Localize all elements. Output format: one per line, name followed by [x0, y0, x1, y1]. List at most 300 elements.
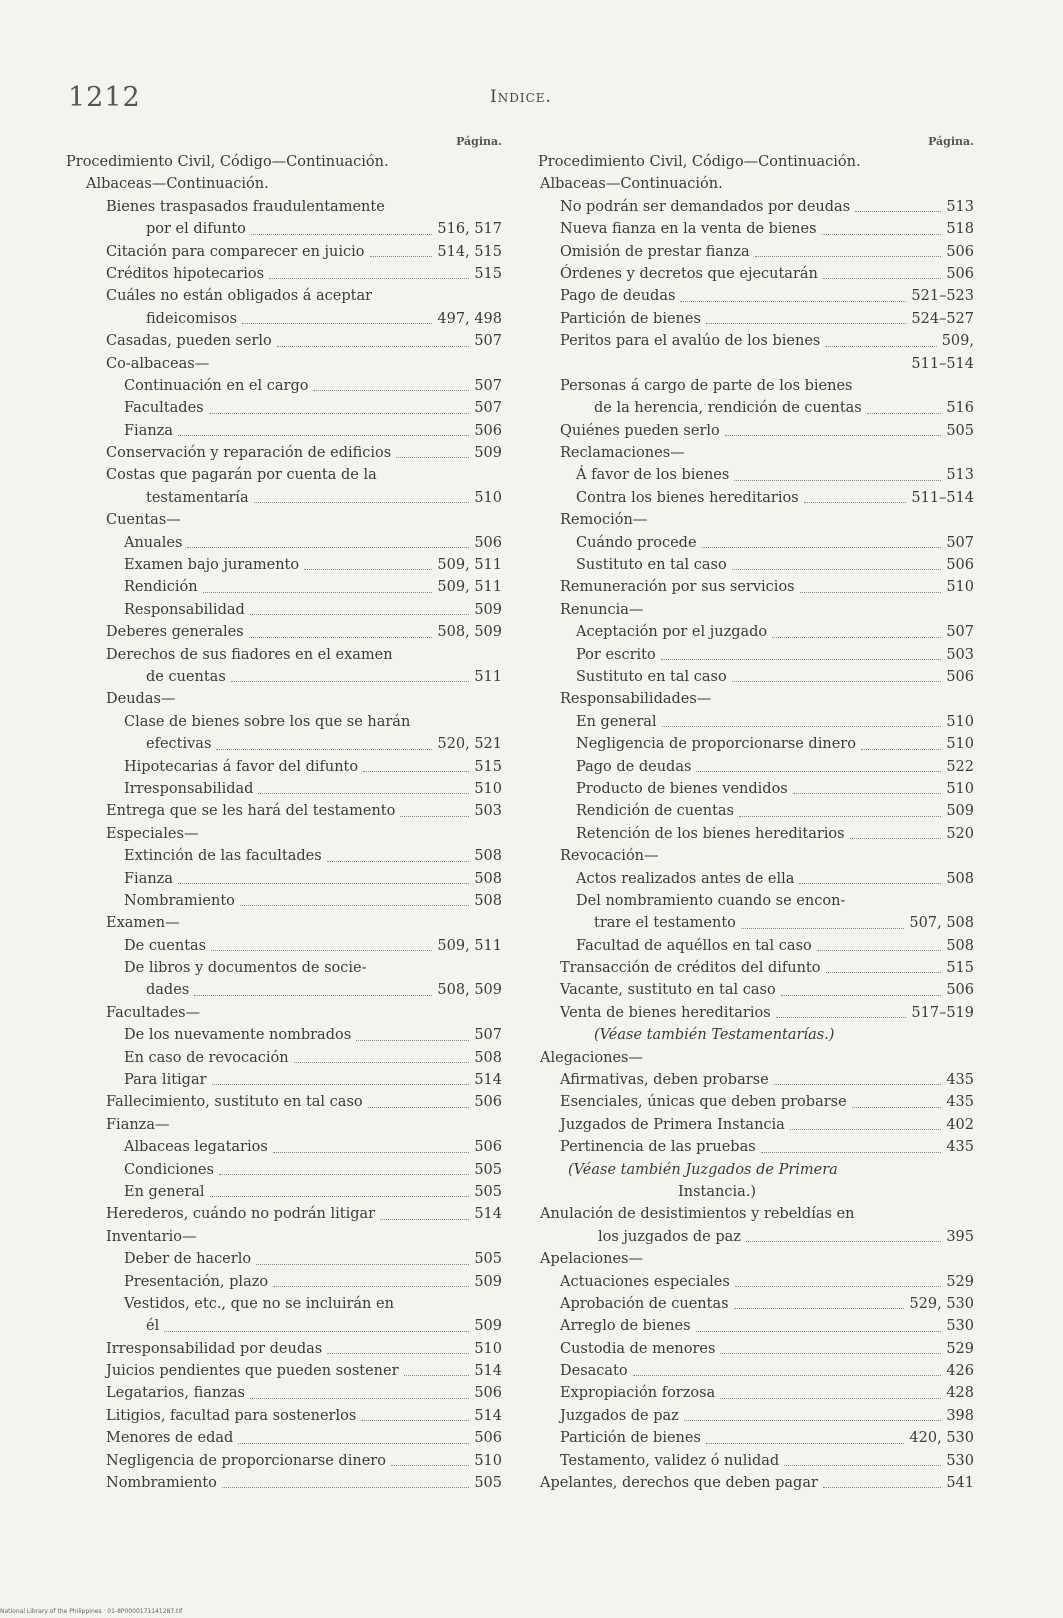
- dot-leader: [404, 1374, 469, 1376]
- entry-text: Para litigar: [124, 1072, 207, 1089]
- index-entry: [538, 576, 974, 598]
- dot-leader: [793, 792, 941, 794]
- entry-text: Responsabilidad: [124, 601, 245, 618]
- index-column-left: [66, 135, 502, 1494]
- index-entry: [538, 487, 974, 509]
- entry-text: Remuneración por sus servicios: [560, 579, 795, 596]
- page-reference: 514: [474, 1206, 502, 1223]
- index-entry: [538, 1293, 974, 1315]
- index-entry: [66, 1405, 502, 1427]
- entry-text: Fianza: [124, 870, 173, 887]
- index-entry: [538, 1181, 974, 1203]
- page-reference: 428: [946, 1385, 974, 1402]
- index-entry: [66, 935, 502, 957]
- page-reference: 505: [474, 1251, 502, 1268]
- page-reference: 516: [946, 400, 974, 417]
- entry-text: Juzgados de paz: [560, 1407, 679, 1424]
- index-entry: [66, 756, 502, 778]
- entry-text: Derechos de sus fiadores en el examen: [106, 646, 393, 663]
- entry-text: En general: [124, 1183, 205, 1200]
- dot-leader: [391, 1464, 469, 1466]
- dot-leader: [242, 322, 432, 324]
- page-reference: 521–523: [911, 288, 974, 305]
- page-reference: 506: [946, 243, 974, 260]
- entry-text: Albaceas—Continuación.: [86, 176, 269, 193]
- page-reference: 510: [474, 489, 502, 506]
- index-entry: [538, 800, 974, 822]
- index-entry: [538, 1450, 974, 1472]
- index-entry: [66, 1338, 502, 1360]
- page-reference: 516, 517: [437, 221, 502, 238]
- index-entry: [66, 218, 502, 240]
- dot-leader: [725, 434, 941, 436]
- index-entry: [66, 1472, 502, 1494]
- page-reference: 506: [946, 265, 974, 282]
- page-reference: 507: [474, 1027, 502, 1044]
- entry-text: Afirmativas, deben probarse: [560, 1072, 769, 1089]
- index-entry: [66, 1271, 502, 1293]
- index-entry: [66, 375, 502, 397]
- entry-text: Venta de bienes hereditarios: [560, 1004, 771, 1021]
- page-reference: 506: [946, 982, 974, 999]
- entry-text: Anuales: [124, 534, 183, 551]
- dot-leader: [400, 815, 469, 817]
- index-entry: [66, 1114, 502, 1136]
- index-entry: [538, 554, 974, 576]
- page-reference: 529: [946, 1273, 974, 1290]
- index-entry: [538, 644, 974, 666]
- page-reference: 511–514: [911, 489, 974, 506]
- page-reference: 513: [946, 467, 974, 484]
- dot-leader: [720, 1352, 941, 1354]
- entry-text: Revocación—: [560, 848, 659, 865]
- page-number: 1212: [68, 82, 141, 113]
- entry-text: Sustituto en tal caso: [576, 557, 727, 574]
- index-entry: [66, 1360, 502, 1382]
- entry-text: Deudas—: [106, 691, 176, 708]
- entry-text: Nombramiento: [106, 1475, 217, 1492]
- page-reference: 497, 498: [437, 310, 502, 327]
- page-reference: 506: [474, 422, 502, 439]
- dot-leader: [356, 1039, 469, 1041]
- index-entry: [66, 151, 502, 173]
- dot-leader: [680, 300, 906, 302]
- pagina-label: Página.: [456, 135, 502, 148]
- entry-text: Peritos para el avalúo de los bienes: [560, 333, 821, 350]
- dot-leader: [855, 210, 941, 212]
- entry-text: Especiales—: [106, 825, 199, 842]
- entry-text: él: [146, 1318, 160, 1335]
- entry-text: (Véase también Testamentarías.): [594, 1027, 835, 1044]
- index-entry: [538, 1024, 974, 1046]
- dot-leader: [219, 1173, 469, 1175]
- entry-text: Rendición: [124, 579, 198, 596]
- entry-text: fideicomisos: [146, 310, 238, 327]
- index-entry: [538, 666, 974, 688]
- page-reference: 507: [946, 534, 974, 551]
- dot-leader: [370, 255, 433, 257]
- page-reference: 522: [946, 758, 974, 775]
- dot-leader: [861, 748, 941, 750]
- page-reference: 541: [946, 1475, 974, 1492]
- index-entry: [538, 218, 974, 240]
- dot-leader: [823, 277, 941, 279]
- page-reference: 505: [474, 1475, 502, 1492]
- dot-leader: [277, 345, 469, 347]
- entry-text: Aprobación de cuentas: [560, 1295, 729, 1312]
- entry-text: Responsabilidades—: [560, 691, 712, 708]
- entry-text: Facultad de aquéllos en tal caso: [576, 937, 812, 954]
- index-entry: [66, 1181, 502, 1203]
- entry-text: Apelantes, derechos que deben pagar: [540, 1475, 818, 1492]
- page-reference: 395: [946, 1228, 974, 1245]
- dot-leader: [784, 1464, 941, 1466]
- index-entry: [538, 1002, 974, 1024]
- dot-leader: [327, 1352, 469, 1354]
- dot-leader: [790, 1128, 941, 1130]
- dot-leader: [850, 837, 941, 839]
- entry-text: Irresponsabilidad por deudas: [106, 1340, 323, 1357]
- index-entry: [66, 241, 502, 263]
- page-reference: 510: [946, 713, 974, 730]
- entry-text: Litigios, facultad para sostenerlos: [106, 1407, 357, 1424]
- index-entry: [66, 868, 502, 890]
- page-reference: 514: [474, 1363, 502, 1380]
- dot-leader: [240, 904, 469, 906]
- dot-leader: [249, 636, 433, 638]
- entry-text: Renuncia—: [560, 601, 644, 618]
- entry-text: Fallecimiento, sustituto en tal caso: [106, 1094, 363, 1111]
- index-entry: [538, 1159, 974, 1181]
- entry-text: Continuación en el cargo: [124, 377, 309, 394]
- entry-text: Actuaciones especiales: [560, 1273, 730, 1290]
- dot-leader: [776, 1016, 907, 1018]
- entry-text: Custodia de menores: [560, 1340, 716, 1357]
- entry-text: Instancia.): [678, 1183, 756, 1200]
- entry-text: Producto de bienes vendidos: [576, 780, 788, 797]
- entry-text: Presentación, plazo: [124, 1273, 269, 1290]
- entry-text: Albaceas—Continuación.: [540, 176, 723, 193]
- entry-text: Entrega que se les hará del testamento: [106, 803, 396, 820]
- page-reference: 509: [474, 1273, 502, 1290]
- index-entry: [66, 599, 502, 621]
- entry-text: Transacción de créditos del difunto: [560, 960, 821, 977]
- dot-leader: [746, 1240, 941, 1242]
- dot-leader: [164, 1330, 469, 1332]
- dot-leader: [734, 1307, 905, 1309]
- dot-leader: [178, 434, 469, 436]
- page-reference: 420, 530: [909, 1430, 974, 1447]
- index-entry: [538, 599, 974, 621]
- index-entry: [538, 756, 974, 778]
- entry-text: Pago de deudas: [576, 758, 692, 775]
- index-entry: [538, 823, 974, 845]
- page-reference: 508: [474, 848, 502, 865]
- entry-text: Partición de bienes: [560, 1430, 701, 1447]
- index-entry: [66, 688, 502, 710]
- entry-text: En caso de revocación: [124, 1049, 289, 1066]
- entry-text: Clase de bienes sobre los que se harán: [124, 713, 411, 730]
- index-entry: [538, 375, 974, 397]
- index-entry: [538, 241, 974, 263]
- dot-leader: [720, 1397, 941, 1399]
- index-entry: [538, 1472, 974, 1494]
- dot-leader: [662, 725, 941, 727]
- page-reference: 506: [474, 1430, 502, 1447]
- entry-text: Procedimiento Civil, Código—Continuación.: [66, 154, 389, 170]
- dot-leader: [822, 233, 941, 235]
- dot-leader: [211, 949, 432, 951]
- index-entry: [66, 957, 502, 979]
- entry-text: Examen—: [106, 915, 180, 932]
- index-entry: [538, 196, 974, 218]
- entry-text: Actos realizados antes de ella: [576, 870, 795, 887]
- dot-leader: [741, 927, 905, 929]
- index-entry: [66, 1226, 502, 1248]
- entry-text: Vacante, sustituto en tal caso: [560, 982, 776, 999]
- pagina-label: Página.: [928, 135, 974, 148]
- page-reference: 518: [946, 221, 974, 238]
- index-entry: [66, 666, 502, 688]
- dot-leader: [216, 748, 432, 750]
- index-entry: [538, 1203, 974, 1225]
- dot-leader: [696, 1330, 941, 1332]
- dot-leader: [804, 501, 907, 503]
- index-entry: [538, 1114, 974, 1136]
- index-entry: [66, 800, 502, 822]
- dot-leader: [706, 1442, 905, 1444]
- index-entry: [538, 308, 974, 330]
- dot-leader: [781, 994, 941, 996]
- index-entry: [538, 957, 974, 979]
- page-reference: 514: [474, 1072, 502, 1089]
- page-reference: 510: [946, 780, 974, 797]
- dot-leader: [633, 1374, 941, 1376]
- index-entry: [538, 1069, 974, 1091]
- entry-text: Negligencia de proporcionarse dinero: [576, 736, 856, 753]
- dot-leader: [273, 1151, 469, 1153]
- entry-text: Cuentas—: [106, 512, 181, 529]
- dot-leader: [368, 1106, 469, 1108]
- entry-text: Extinción de las facultades: [124, 848, 322, 865]
- index-entries-right: [538, 151, 974, 1494]
- page-reference: 435: [946, 1094, 974, 1111]
- page-reference: 509, 511: [437, 937, 502, 954]
- dot-leader: [823, 1486, 941, 1488]
- page-reference: 509, 511: [437, 579, 502, 596]
- dot-leader: [203, 591, 433, 593]
- dot-leader: [867, 412, 941, 414]
- entry-text: Cuáles no están obligados á aceptar: [106, 288, 373, 305]
- page-reference: 529: [946, 1340, 974, 1357]
- page-reference: 435: [946, 1139, 974, 1156]
- page-reference: 505: [474, 1161, 502, 1178]
- dot-leader: [684, 1419, 941, 1421]
- entry-text: Facultades—: [106, 1004, 201, 1021]
- index-entries-left: [66, 151, 502, 1494]
- index-entry: [538, 845, 974, 867]
- page-reference: 398: [946, 1407, 974, 1424]
- dot-leader: [256, 1263, 469, 1265]
- entry-text: Expropiación forzosa: [560, 1385, 716, 1402]
- entry-text: Negligencia de proporcionarse dinero: [106, 1452, 386, 1469]
- index-entry: [66, 823, 502, 845]
- entry-text: Pago de deudas: [560, 288, 676, 305]
- page-reference: 435: [946, 1072, 974, 1089]
- index-entry: [538, 509, 974, 531]
- index-entry: [66, 845, 502, 867]
- index-entry: [66, 285, 502, 307]
- page-reference: 509,: [941, 333, 974, 350]
- entry-text: Casadas, pueden serlo: [106, 333, 272, 350]
- entry-text: No podrán ser demandados por deudas: [560, 198, 851, 215]
- dot-leader: [273, 1285, 469, 1287]
- page-reference: 503: [474, 803, 502, 820]
- index-entry: [66, 1248, 502, 1270]
- index-entry: [538, 420, 974, 442]
- entry-text: Costas que pagarán por cuenta de la: [106, 467, 377, 484]
- index-entry: [66, 532, 502, 554]
- entry-text: Rendición de cuentas: [576, 803, 734, 820]
- dot-leader: [661, 658, 941, 660]
- page-reference: 506: [474, 534, 502, 551]
- page-reference: 508, 509: [437, 982, 502, 999]
- index-entry: [66, 1203, 502, 1225]
- dot-leader: [269, 277, 469, 279]
- entry-text: Personas á cargo de parte de los bienes: [560, 377, 853, 394]
- index-entry: [66, 1002, 502, 1024]
- dot-leader: [702, 546, 941, 548]
- page-reference: 509, 511: [437, 557, 502, 574]
- dot-leader: [696, 770, 941, 772]
- entry-text: Juicios pendientes que pueden sostener: [106, 1363, 399, 1380]
- dot-leader: [254, 501, 469, 503]
- entry-text: dades: [146, 982, 190, 999]
- dot-leader: [734, 479, 941, 481]
- dot-leader: [732, 568, 941, 570]
- entry-text: Conservación y reparación de edificios: [106, 445, 392, 462]
- entry-text: por el difunto: [146, 221, 246, 238]
- page-reference: 510: [946, 736, 974, 753]
- dot-leader: [761, 1151, 941, 1153]
- index-entry: [538, 173, 974, 195]
- dot-leader: [294, 1061, 469, 1063]
- index-entry: [66, 464, 502, 486]
- entry-text: Arreglo de bienes: [560, 1318, 691, 1335]
- index-entry: [538, 1271, 974, 1293]
- dot-leader: [363, 770, 469, 772]
- entry-text: Facultades: [124, 400, 204, 417]
- entry-text: En general: [576, 713, 657, 730]
- index-entry: [538, 464, 974, 486]
- page-reference: 517–519: [911, 1004, 974, 1021]
- entry-text: Examen bajo juramento: [124, 557, 300, 574]
- entry-text: Quiénes pueden serlo: [560, 422, 720, 439]
- page-reference: 520, 521: [437, 736, 502, 753]
- entry-text: Herederos, cuándo no podrán litigar: [106, 1206, 376, 1223]
- index-entry: [66, 644, 502, 666]
- entry-text: Esenciales, únicas que deben probarse: [560, 1094, 847, 1111]
- index-entry: [538, 912, 974, 934]
- index-entry: [66, 263, 502, 285]
- entry-text: De cuentas: [124, 937, 207, 954]
- dot-leader: [327, 860, 469, 862]
- dot-leader: [799, 882, 941, 884]
- page-reference: 508: [474, 892, 502, 909]
- index-entry: [538, 1091, 974, 1113]
- index-entry: [66, 487, 502, 509]
- page-reference: 507: [474, 400, 502, 417]
- page-reference: 508, 509: [437, 624, 502, 641]
- index-entry: [538, 890, 974, 912]
- entry-text: Por escrito: [576, 646, 656, 663]
- entry-text: Fianza—: [106, 1116, 170, 1133]
- page-reference: 511–514: [911, 355, 974, 372]
- page-reference: 507: [474, 333, 502, 350]
- page-reference: 505: [474, 1183, 502, 1200]
- page-reference: 508: [474, 1049, 502, 1066]
- dot-leader: [231, 680, 469, 682]
- index-entry: [66, 1136, 502, 1158]
- page-reference: 530: [946, 1318, 974, 1335]
- page-reference: 511: [474, 668, 502, 685]
- index-entry: [66, 912, 502, 934]
- dot-leader: [361, 1419, 469, 1421]
- entry-text: los juzgados de paz: [598, 1228, 741, 1245]
- running-header-title: Indice.: [490, 87, 552, 107]
- entry-text: Del nombramiento cuando se encon-: [576, 892, 846, 909]
- page-reference: 530: [946, 1452, 974, 1469]
- page-reference: 515: [474, 265, 502, 282]
- dot-leader: [178, 882, 469, 884]
- entry-text: De los nuevamente nombrados: [124, 1027, 352, 1044]
- dot-leader: [755, 255, 941, 257]
- index-entry: [538, 1382, 974, 1404]
- dot-leader: [251, 233, 433, 235]
- dot-leader: [194, 994, 432, 996]
- index-entry: [538, 733, 974, 755]
- dot-leader: [222, 1486, 469, 1488]
- dot-leader: [772, 636, 941, 638]
- entry-text: Á favor de los bienes: [576, 467, 730, 484]
- entry-text: Aceptación por el juzgado: [576, 624, 768, 641]
- page-reference: 506: [474, 1385, 502, 1402]
- scan-footer: National Library of the Philippines · 01-8P0000171141287.tif: [0, 1608, 183, 1615]
- index-entry: [538, 1136, 974, 1158]
- dot-leader: [739, 815, 941, 817]
- page-reference: 506: [946, 557, 974, 574]
- index-entry: [66, 1159, 502, 1181]
- index-entry: [538, 263, 974, 285]
- page-reference: 505: [946, 422, 974, 439]
- index-entry: [538, 353, 974, 375]
- page-reference: 426: [946, 1363, 974, 1380]
- entry-text: Reclamaciones—: [560, 445, 685, 462]
- entry-text: Testamento, validez ó nulidad: [560, 1452, 780, 1469]
- entry-text: Deberes generales: [106, 624, 244, 641]
- index-entry: [538, 979, 974, 1001]
- entry-text: Nombramiento: [124, 892, 235, 909]
- index-entry: [66, 397, 502, 419]
- page-reference: 524–527: [911, 310, 974, 327]
- index-entry: [66, 308, 502, 330]
- page-reference: 503: [946, 646, 974, 663]
- index-entry: [66, 1382, 502, 1404]
- entry-text: Retención de los bienes hereditarios: [576, 825, 845, 842]
- dot-leader: [250, 1397, 469, 1399]
- dot-leader: [735, 1285, 941, 1287]
- page-reference: 402: [946, 1116, 974, 1133]
